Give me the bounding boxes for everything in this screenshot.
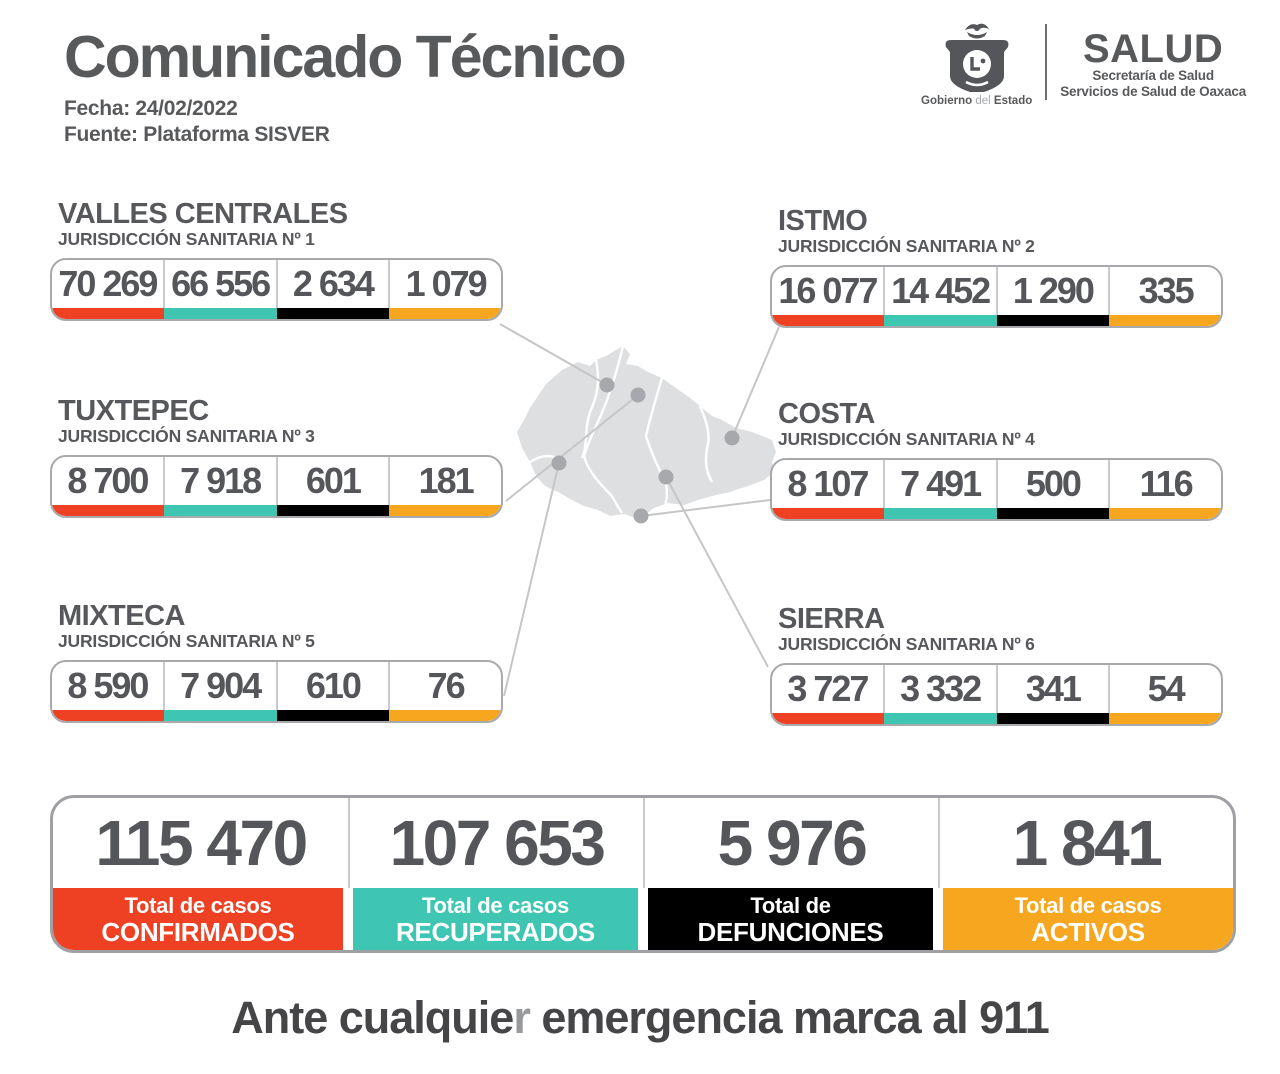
recovered-value: 14 452 [883, 267, 996, 315]
active-color-bar [389, 308, 501, 319]
region-jurisdiction: JURISDICCIÓN SANITARIA Nº 6 [778, 634, 1035, 654]
recovered-value: 7 491 [883, 460, 996, 508]
confirmed-color-bar [772, 315, 884, 326]
active-value: 335 [1108, 267, 1221, 315]
source-label: Fuente: Plataforma SISVER [64, 123, 330, 146]
region-databox [770, 265, 1223, 328]
region-jurisdiction: JURISDICCIÓN SANITARIA Nº 5 [58, 631, 315, 651]
total-confirmed-label: Total de casos CONFIRMADOS [53, 888, 343, 950]
connector-line-mixteca [504, 463, 559, 696]
deaths-color-bar [997, 315, 1109, 326]
total-cell-deaths [643, 798, 938, 950]
region-jurisdiction: JURISDICCIÓN SANITARIA Nº 2 [778, 236, 1035, 256]
connector-line-sierra [666, 477, 768, 667]
confirmed-color-bar [772, 713, 884, 724]
recovered-value: 66 556 [163, 260, 276, 308]
region-databox [50, 455, 503, 518]
deaths-value: 500 [996, 460, 1109, 508]
deaths-color-bar [277, 710, 389, 721]
region-databox [770, 458, 1223, 521]
map-marker-mixteca [552, 456, 567, 471]
recovered-color-bar [164, 308, 276, 319]
active-value: 116 [1108, 460, 1221, 508]
total-cell-recovered [348, 798, 643, 950]
region-jurisdiction: JURISDICCIÓN SANITARIA Nº 3 [58, 426, 315, 446]
recovered-color-bar [164, 710, 276, 721]
active-color-bar [1109, 713, 1221, 724]
deaths-color-bar [997, 508, 1109, 519]
total-cell-active [938, 798, 1233, 950]
total-cell-confirmed [53, 798, 348, 950]
region-title: ISTMO [778, 205, 868, 237]
date-label: Fecha: 24/02/2022 [64, 97, 238, 120]
total-deaths-value: 5 976 [643, 798, 938, 888]
deaths-value: 1 290 [996, 267, 1109, 315]
active-color-bar [1109, 508, 1221, 519]
region-card-tuxtepec [50, 396, 503, 518]
map-marker-valles-centrales [600, 378, 615, 393]
confirmed-value: 8 107 [787, 463, 868, 504]
deaths-value: 341 [996, 665, 1109, 713]
total-active-value: 1 841 [938, 798, 1233, 888]
active-value: 54 [1108, 665, 1221, 713]
deaths-color-bar [277, 308, 389, 319]
region-title: VALLES CENTRALES [58, 198, 348, 230]
deaths-color-bar [997, 713, 1109, 724]
active-color-bar [1109, 315, 1221, 326]
total-active-label: Total de casos ACTIVOS [943, 888, 1233, 950]
active-value: 1 079 [388, 260, 501, 308]
brand-subtitle-1: Secretaría de Salud [1092, 68, 1214, 83]
confirmed-color-bar [52, 308, 164, 319]
region-databox [770, 663, 1223, 726]
confirmed-value: 3 727 [787, 668, 868, 709]
active-value: 181 [388, 457, 501, 505]
confirmed-color-bar [52, 505, 164, 516]
deaths-color-bar [277, 505, 389, 516]
recovered-value: 3 332 [883, 665, 996, 713]
total-confirmed-value: 115 470 [95, 807, 306, 879]
region-databox [50, 258, 503, 321]
active-color-bar [389, 710, 501, 721]
confirmed-value: 70 269 [58, 263, 157, 304]
deaths-value: 601 [276, 457, 389, 505]
region-jurisdiction: JURISDICCIÓN SANITARIA Nº 1 [58, 229, 315, 249]
confirmed-value: 16 077 [778, 270, 877, 311]
confirmed-value: 8 700 [67, 460, 148, 501]
region-title: MIXTECA [58, 600, 185, 632]
government-caption: Gobierno del Estado [921, 95, 1033, 107]
map-marker-tuxtepec [631, 388, 646, 403]
active-value: 76 [388, 662, 501, 710]
map-marker-sierra [659, 470, 674, 485]
region-jurisdiction: JURISDICCIÓN SANITARIA Nº 4 [778, 429, 1035, 449]
region-card-mixteca [50, 601, 503, 723]
active-color-bar [389, 505, 501, 516]
region-card-sierra [770, 604, 1223, 726]
brand-subtitle-2: Servicios de Salud de Oaxaca [1060, 84, 1246, 99]
connector-line-valles-centrales [500, 324, 607, 385]
recovered-color-bar [884, 508, 996, 519]
totals-bar [50, 795, 1236, 953]
map-marker-costa [634, 509, 649, 524]
emergency-911-text: Ante cualquier emergencia marca al 911 [231, 992, 1049, 1043]
brand-name: SALUD [1082, 27, 1224, 71]
deaths-value: 2 634 [276, 260, 389, 308]
region-card-costa [770, 399, 1223, 521]
recovered-color-bar [884, 713, 996, 724]
region-databox [50, 660, 503, 723]
map-marker-istmo [725, 431, 740, 446]
confirmed-value: 8 590 [67, 665, 148, 706]
recovered-value: 7 904 [163, 662, 276, 710]
recovered-color-bar [164, 505, 276, 516]
region-card-valles-centrales [50, 199, 503, 321]
region-title: COSTA [778, 398, 875, 430]
confirmed-color-bar [52, 710, 164, 721]
total-recovered-value: 107 653 [348, 798, 643, 888]
total-deaths-label: Total de DEFUNCIONES [648, 888, 933, 950]
region-title: TUXTEPEC [58, 395, 209, 427]
recovered-value: 7 918 [163, 457, 276, 505]
region-card-istmo [770, 206, 1223, 328]
region-title: SIERRA [778, 603, 885, 635]
confirmed-color-bar [772, 508, 884, 519]
deaths-value: 610 [276, 662, 389, 710]
page-title: Comunicado Técnico [64, 24, 625, 90]
total-recovered-label: Total de casos RECUPERADOS [353, 888, 638, 950]
recovered-color-bar [884, 315, 996, 326]
